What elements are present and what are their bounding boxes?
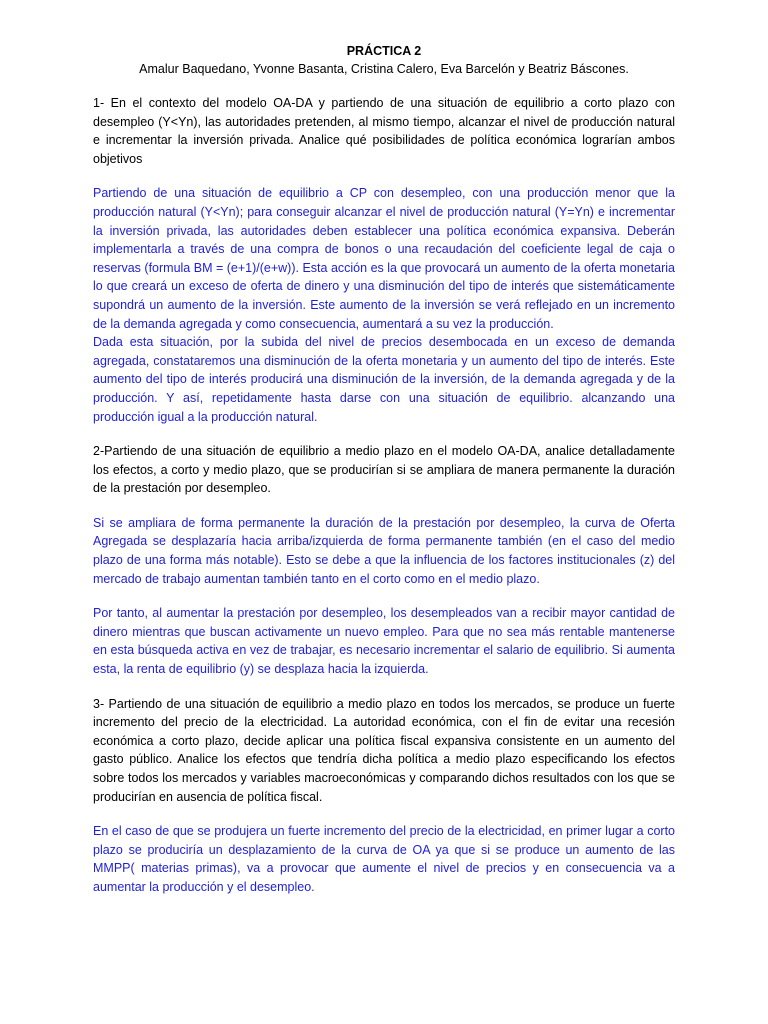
question-1: 1- En el contexto del modelo OA-DA y partiendo de una situación de equilibrio a corto plazo con desempleo (Y<Yn), las autoridades pretenden, al mismo tiempo, alcanzar el nivel de producción natural e incrementar la inversión privada. Analice qué posibilidades de política económica lograrían ambos objetivos: [93, 96, 675, 166]
answer-3: En el caso de que se produjera un fuerte incremento del precio de la electricidad, en primer lugar a corto plazo se produciría un desplazamiento de la curva de OA ya que si se produce un aumento de las MMPP( materias primas), va a provocar que aumente el nivel de precios y en consecuencia va a aumentar la producción y el desempleo.: [93, 824, 675, 894]
document-authors: Amalur Baquedano, Yvonne Basanta, Cristina Calero, Eva Barcelón y Beatriz Báscones.: [139, 62, 629, 76]
question-3: 3- Partiendo de una situación de equilibrio a medio plazo en todos los mercados, se produce un fuerte incremento del precio de la electricidad. La autoridad económica, con el fin de evitar una recesión económica a corto plazo, decide aplicar una política fiscal expansiva consistente en un aumento del gasto público. Analice los efectos que tendría dicha política a medio plazo especificando los efectos sobre todos los mercados y variables macroeconómicas y comparando dichos resultados con los que se producirían en ausencia de política fiscal.: [93, 696, 675, 804]
answer-1-part-1: Partiendo de una situación de equilibrio a CP con desempleo, con una producción menor que la producción natural (Y<Yn); para conseguir alcanzar el nivel de producción natural (Y=Yn) e incrementar la inversión privada, las autoridades deben establecer una política económica expansiva. Deberán implementarla a través de una compra de bonos o una recaudación del coeficiente legal de caja o reservas (formula BM = (e+1)/(e+w)). Esta acción es la que provocará un aumento de la oferta monetaria lo que creará un exceso de oferta de dinero y una disminución del tipo de interés que sistemáticamente supondrá un aumento de la inversión. Este aumento de la inversión se verá reflejado en un incremento de la demanda agregada y como consecuencia, aumentará a su vez la producción.: [93, 186, 675, 331]
answer-2-part-2: Por tanto, al aumentar la prestación por desempleo, los desempleados van a recibir mayor cantidad de dinero mientras que buscan activamente un nuevo empleo. Para que no sea más rentable mantenerse en esta búsqueda activa en vez de trabajar, es necesario incrementar el salario de equilibrio. Si aumenta esta, la renta de equilibrio (y) se desplaza hacia la izquierda.: [93, 606, 675, 677]
document-title: PRÁCTICA 2: [346, 44, 422, 58]
answer-2-part-1: Si se ampliara de forma permanente la duración de la prestación por desempleo, la curva de Oferta Agregada se desplazaría hacia arriba/izquierda de forma permanente también (en el caso del medio plazo de una forma más notable). Esto se debe a que la influencia de los factores institucionales (z) del mercado de trabajo aumentan también tanto en el corto como en el medio plazo.: [93, 515, 675, 586]
answer-1-part-2: Dada esta situación, por la subida del nivel de precios desembocada en un exceso de demanda agregada, constataremos una disminución de la oferta monetaria y un aumento del tipo de interés. Este aumento del tipo de interés producirá una disminución de la inversión, de la demanda agregada y de la producción. Y así, repetidamente hasta darse con una situación de equilibrio. alcanzando una producción igual a la producción natural.: [93, 335, 675, 424]
question-2: 2-Partiendo de una situación de equilibrio a medio plazo en el modelo OA-DA, analice detalladamente los efectos, a corto y medio plazo, que se producirían si se ampliara de manera permanente la duración de la prestación por desempleo.: [93, 444, 675, 496]
